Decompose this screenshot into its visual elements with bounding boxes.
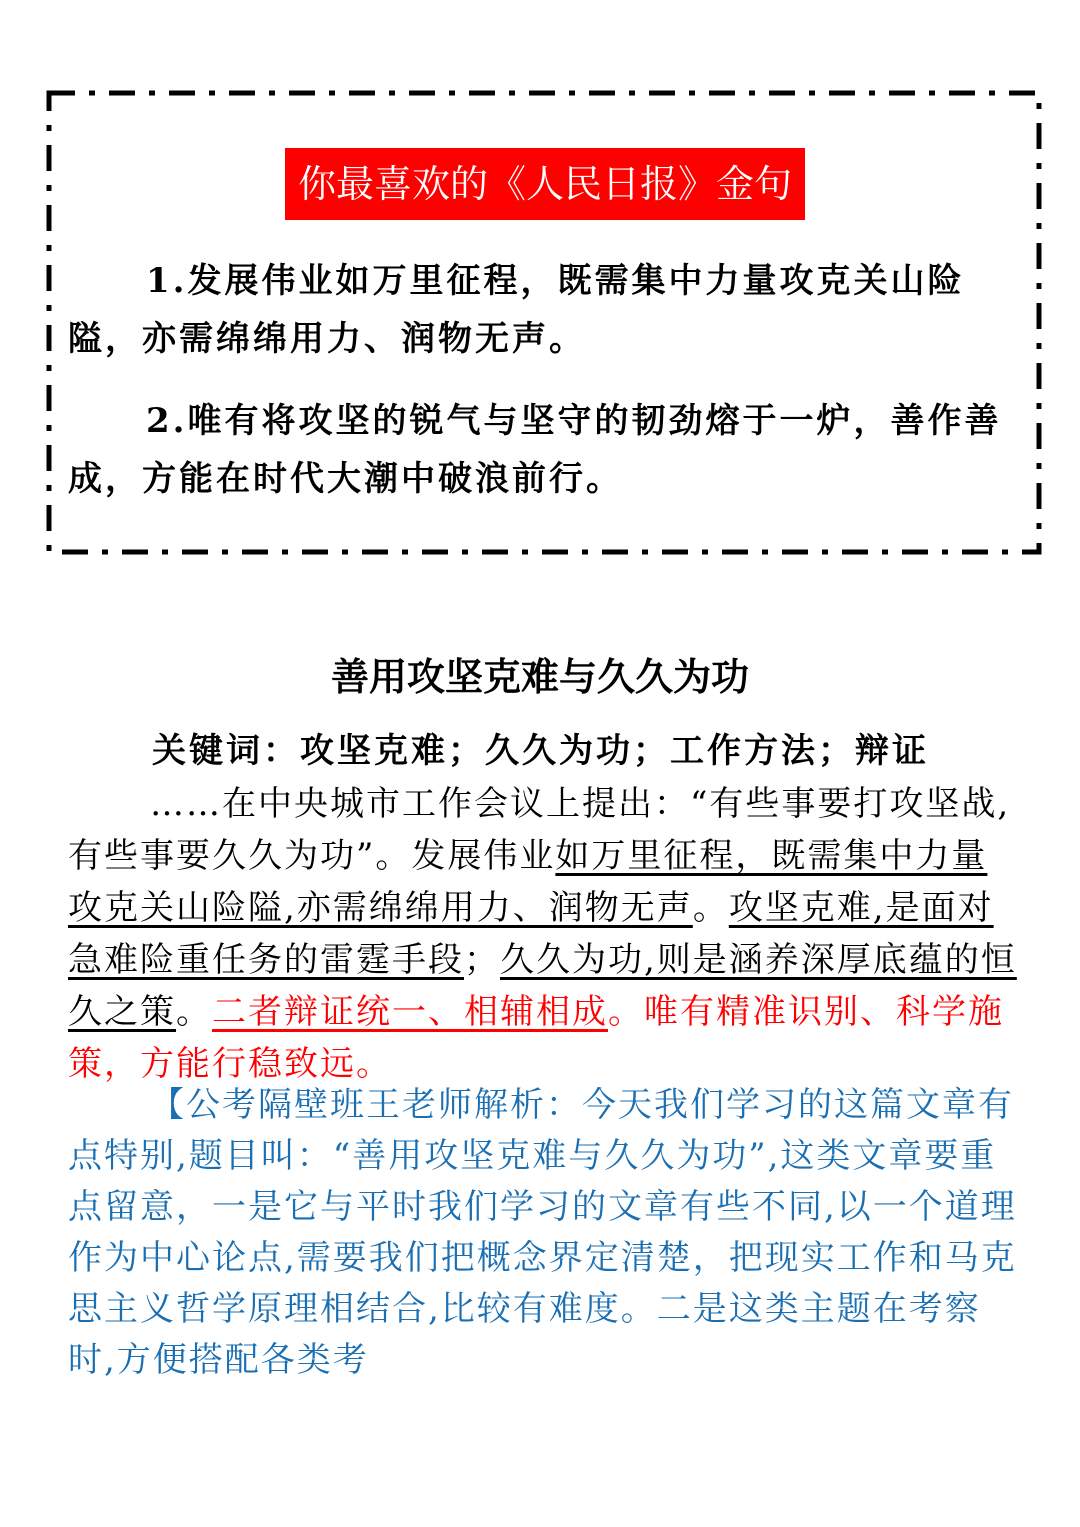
keywords-line: 关键词：攻坚克难；久久为功；工作方法；辩证 xyxy=(152,731,929,771)
body-text: 。 xyxy=(692,888,729,928)
quote-item: 1.发展伟业如万里征程，既需集中力量攻克关山险隘，亦需绵绵用力、润物无声。 xyxy=(68,261,965,359)
underlined-text: 如万里征程，既需集中力量攻克关山险隘,亦需绵绵用力、润物无声 xyxy=(68,836,988,928)
underlined-text: 久久为功,则是涵养深厚底蕴的恒久之策 xyxy=(68,940,1017,1032)
underlined-text: 攻坚克难,是面对急难险重任务的雷霆手段 xyxy=(68,888,994,980)
red-text: 。唯有精准识别、科学施策，方能行稳致远。 xyxy=(68,992,1004,1084)
golden-quote-box xyxy=(46,90,1042,555)
article-title: 善用攻坚克难与久久为功 xyxy=(330,654,749,699)
teacher-analysis: 【公考隔壁班王老师解析：今天我们学习的这篇文章有点特别,题目叫：“善用攻坚克难与久久为功”,这类文章要重点留意，一是它与平时我们学习的文章有些不同,以一个道理作为中心论点,需要我们把概念界定清楚，把现实工作和马克思主义哲学原理相结合,比较有难度。二是这类主题在考察时,方便搭配各类考 xyxy=(68,1085,1017,1380)
article-body xyxy=(68,778,1018,1090)
body-text: ……在中央城市工作会议上提出：“有些事要打攻坚战,有些事要久久为功”。发展伟业 xyxy=(68,784,1011,876)
banner-title: 你最喜欢的《人民日报》金句 xyxy=(285,148,805,220)
body-text: ； xyxy=(464,940,500,980)
quote-item: 2.唯有将攻坚的锐气与坚守的韧劲熔于一炉，善作善成，方能在时代大潮中破浪前行。 xyxy=(68,401,1002,499)
red-underlined-text: 二者辩证统一、相辅相成 xyxy=(212,992,608,1032)
body-text: 。 xyxy=(176,992,212,1032)
